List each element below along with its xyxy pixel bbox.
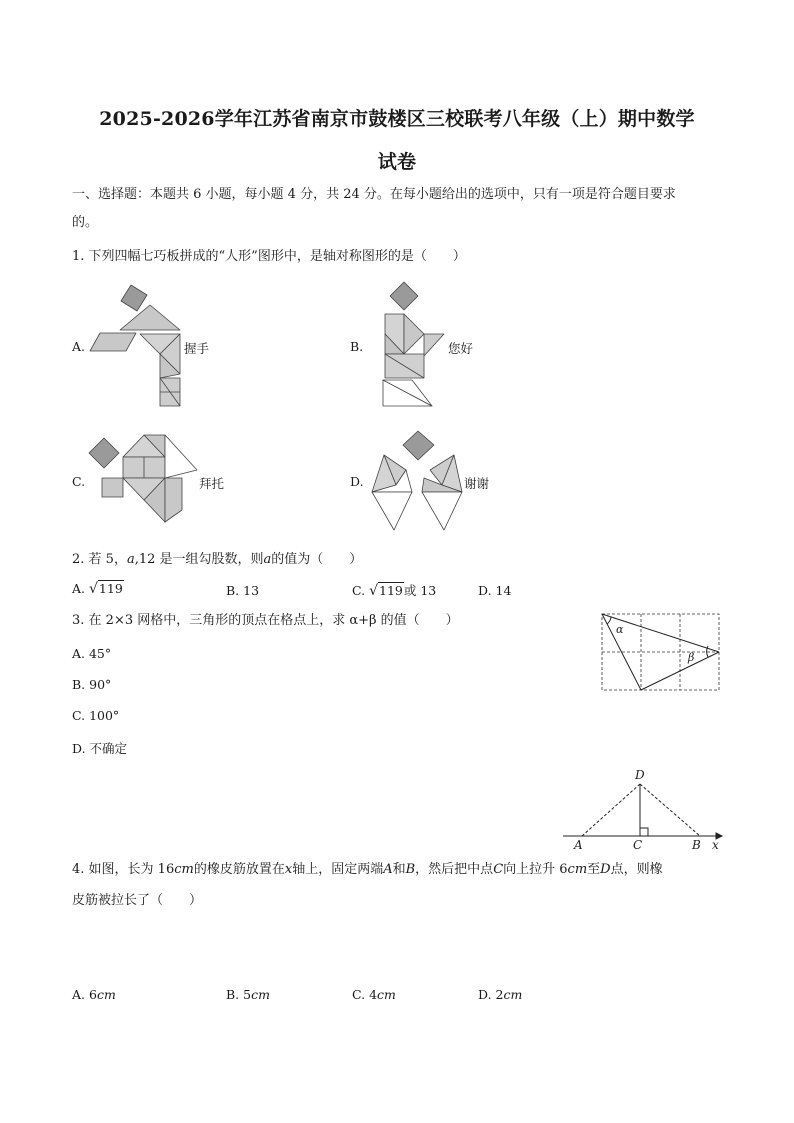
q4-fig-label-b: B [692, 838, 701, 852]
q4-option-c-unit: cm [377, 987, 396, 1002]
q4-text-5: ，然后把中点 [415, 862, 494, 877]
q1-option-b-caption: 您好 [448, 341, 474, 356]
q4-stem-line1 [72, 861, 663, 879]
q4-option-b-value: B. 5 [226, 987, 252, 1002]
q4-option-c-value: C. 4 [352, 987, 378, 1002]
q4-option-d [478, 987, 522, 1002]
q3-stem: 3. 在 2×3 网格中，三角形的顶点在格点上，求 α+β 的值（ ） [72, 613, 459, 628]
q2-option-b: B. 13 [226, 583, 260, 598]
q2-option-a-letter: A. [72, 581, 86, 596]
q4-fig-label-c: C [633, 838, 643, 852]
q2-stem-suffix: ,12 是一组勾股数，则 [134, 552, 264, 567]
q4-option-d-unit: cm [503, 987, 523, 1002]
q1-option-b-letter: B. [350, 339, 364, 354]
title-line1: 2025-2026学年江苏省南京市鼓楼区三校联考八年级（上）期中数学 [99, 108, 695, 130]
q1-option-d-caption: 谢谢 [464, 476, 490, 491]
q3-beta-label: β [688, 651, 695, 664]
q4-stem-line2: 皮筋被拉长了（ ） [72, 893, 203, 908]
q2-option-d: D. 14 [478, 583, 512, 598]
q2-option-c-letter: C. [352, 583, 366, 598]
q4-option-b [226, 987, 270, 1002]
q4-option-d-value: D. 2 [478, 987, 504, 1002]
q2-option-c-radicand: 119 [379, 583, 403, 598]
q4-var-x: x [284, 862, 293, 877]
q4-var-d: D [600, 862, 611, 877]
q2-option-a-radicand: 119 [98, 581, 123, 596]
q3-option-b: B. 90° [72, 677, 112, 692]
q4-var-b: B [405, 862, 416, 877]
q1-option-c-letter: C. [72, 474, 86, 489]
q4-option-a [72, 987, 116, 1002]
title-line2: 试卷 [377, 151, 417, 173]
q4-fig-label-d: D [635, 768, 645, 782]
q4-var-c: C [493, 862, 504, 877]
q4-fig-label-x: x [712, 838, 719, 852]
q4-text-4: 和 [392, 862, 406, 877]
q2-stem-end: 的值为（ ） [271, 552, 363, 567]
q3-option-c: C. 100° [72, 708, 120, 723]
q1-option-a-caption: 握手 [184, 341, 210, 356]
q1-option-c-caption: 拜托 [199, 476, 225, 491]
section-header-line2: 的。 [72, 215, 99, 230]
q2-var-a2: a [263, 552, 272, 567]
sqrt-symbol: √119 [369, 583, 403, 599]
q4-text-8: 点，则橡 [610, 862, 663, 877]
q2-option-c-tail: 或 13 [403, 583, 437, 598]
q4-unit: cm [174, 862, 194, 877]
q1-stem: 1. 下列四幅七巧板拼成的“人形”图形中，是轴对称图形的是（ ） [72, 249, 466, 264]
sqrt-symbol: √119 [89, 581, 123, 597]
section-header-line1: 一、选择题：本题共 6 小题，每小题 4 分，共 24 分。在每小题给出的选项中，只有一项是符合题目要求 [72, 187, 676, 202]
q4-option-b-unit: cm [251, 987, 270, 1002]
q4-var-a: A [383, 862, 393, 877]
q4-option-a-unit: cm [96, 987, 116, 1002]
q2-var-a: a [126, 552, 135, 567]
q4-text-2: 的橡皮筋放置在 [193, 862, 285, 877]
q4-fig-label-a: A [574, 838, 583, 852]
q3-option-d: D. 不确定 [72, 741, 128, 756]
q3-option-a: A. 45° [72, 646, 112, 661]
q4-text-6: 向上拉升 6 [503, 862, 568, 877]
q4-unit-2: cm [567, 862, 588, 877]
q4-text-7: 至 [587, 862, 601, 877]
q2-stem-prefix: 2. 若 5， [72, 552, 127, 567]
q4-text-3: 轴上，固定两端 [292, 862, 384, 877]
q3-alpha-label: α [616, 623, 624, 636]
q1-option-d-letter: D. [350, 474, 364, 489]
q4-option-c [352, 987, 396, 1002]
q4-option-a-value: A. 6 [72, 987, 97, 1002]
q1-option-a-letter: A. [72, 339, 86, 354]
q4-text-1: 4. 如图，长为 16 [72, 862, 175, 877]
